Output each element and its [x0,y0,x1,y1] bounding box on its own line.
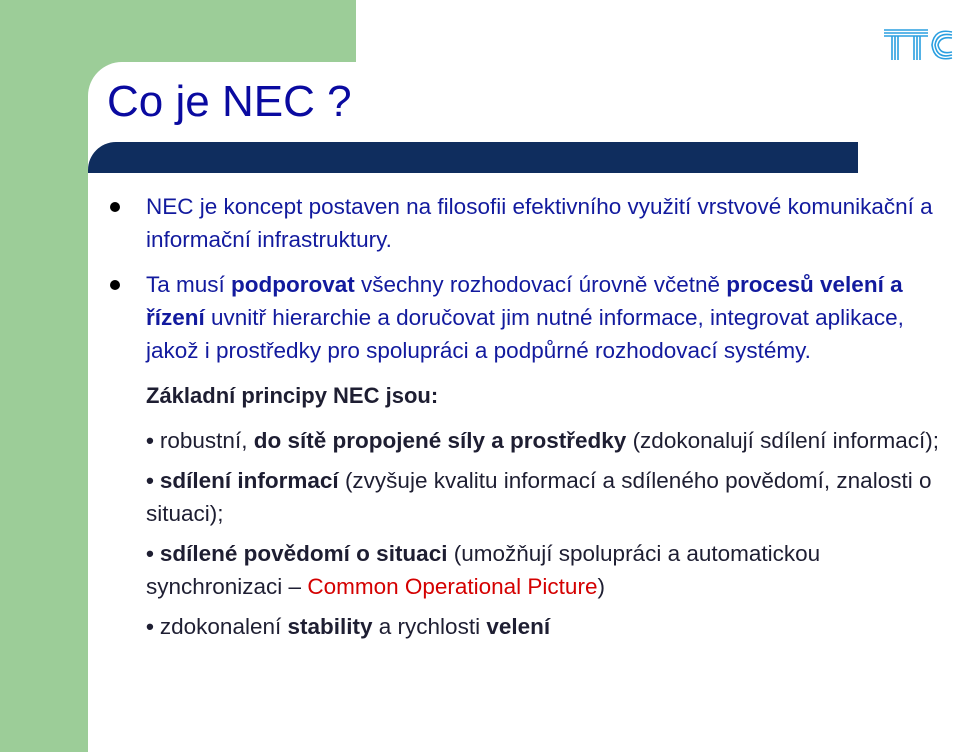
small-bullet-icon: • [146,428,154,453]
principle-bold: do sítě propojené síly a prostředky [253,428,627,453]
principle-bold-2: velení [486,614,551,639]
small-bullet-icon: • [146,614,154,639]
title-underline-bar [88,142,858,173]
principles-heading: Základní principy NEC jsou: [146,383,439,408]
bullet-support-bold-1: podporovat [231,272,355,297]
ttc-logo-icon [882,27,954,63]
common-operational-picture-term: Common Operational Picture [307,574,598,599]
bullet-dot-icon [110,280,120,290]
principle-text: robustní, [159,428,254,453]
bullet-support-text-2: všechny rozhodovací úrovně včetně [354,272,727,297]
bullet-support [104,268,944,367]
bullet-dot-icon [110,202,120,212]
bullet-nec-concept [104,190,944,256]
principle-bold: sdílení informací [159,468,339,493]
small-bullet-icon: • [146,468,154,493]
small-bullet-icon: • [146,541,154,566]
slide-content [104,190,944,650]
principle-text: zdokonalení [159,614,288,639]
principle-text-post: (zdokonalují sdílení informací); [626,428,939,453]
bullet-support-text-1: Ta musí [146,272,232,297]
principle-text-tail: ) [597,574,605,599]
bullet-nec-term: NEC [146,194,194,219]
principle-text-post: (zvyšuje kvalitu informací a sdíleného povědomí, znalosti o situaci); [146,468,932,526]
bullet-support-bold-2: procesů velení a řízení [146,272,903,330]
bullet-nec-text: je koncept postaven na filosofii efektivního využití vrstvové komunikační a informační infrastruktury. [146,194,933,252]
principle-bold: sdílené povědomí o situaci [159,541,448,566]
principle-text-post: (umožňují spolupráci a automatickou synchronizaci – [146,541,821,599]
principle-bold: stability [287,614,373,639]
slide-title: Co je NEC ? [107,77,352,126]
principle-item [104,537,944,603]
principle-item [104,424,944,457]
principle-item [104,610,944,643]
principle-text-post: a rychlosti [372,614,487,639]
bullet-support-text-3: uvnitř hierarchie a doručovat jim nutné informace, integrovat aplikace, jakož i prostředky pro spolupráci a podpůrné rozhodovací systémy. [146,305,904,363]
principle-item [104,464,944,530]
